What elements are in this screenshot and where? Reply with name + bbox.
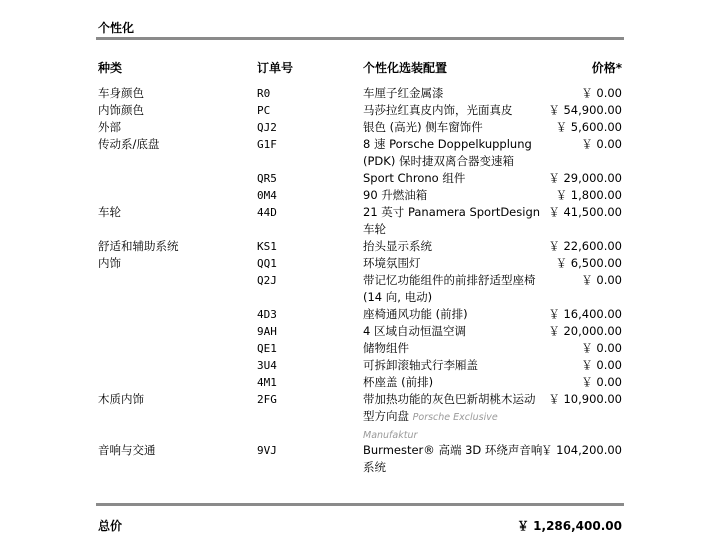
table-row — [0, 102, 720, 119]
row-category: 内饰颜色 — [98, 103, 144, 117]
table-row — [0, 340, 720, 357]
row-option — [363, 170, 543, 187]
row-option-text: 可拆卸滚轴式行李厢盖 — [363, 358, 478, 372]
row-option — [363, 136, 543, 170]
table-row — [0, 238, 720, 255]
row-option — [363, 391, 543, 444]
row-category: 车身颜色 — [98, 86, 144, 100]
row-option — [363, 102, 543, 119]
row-option — [363, 306, 543, 323]
table-row — [0, 306, 720, 323]
row-option-text: 带记忆功能组件的前排舒适型座椅 (14 向, 电动) — [363, 273, 536, 304]
table-row — [0, 374, 720, 391]
header-category: 种类 — [98, 61, 123, 75]
row-category: 音响与交通 — [98, 443, 156, 457]
table-row — [0, 357, 720, 374]
row-option-text: 车厘子红金属漆 — [363, 86, 444, 100]
table-row — [0, 119, 720, 136]
option-table — [0, 85, 720, 476]
total-label: 总价 — [98, 519, 123, 533]
row-option — [363, 119, 543, 136]
row-price: ￥ 10,900.00 — [548, 392, 622, 406]
table-row — [0, 323, 720, 340]
row-order-code: R0 — [257, 87, 271, 100]
header-option: 个性化选装配置 — [363, 61, 448, 75]
row-price: ￥ 0.00 — [581, 137, 622, 151]
top-divider — [96, 37, 624, 40]
row-price: ￥ 22,600.00 — [548, 239, 622, 253]
row-option-text: 4 区域自动恒温空调 — [363, 324, 466, 338]
row-price: ￥ 0.00 — [581, 273, 622, 287]
row-price: ￥ 0.00 — [581, 375, 622, 389]
table-row — [0, 442, 720, 476]
bottom-divider — [96, 503, 624, 506]
header-price: 价格* — [591, 61, 622, 75]
row-order-code: PC — [257, 104, 271, 117]
row-option — [363, 323, 543, 340]
row-price: ￥ 20,000.00 — [548, 324, 622, 338]
row-order-code: 4M1 — [257, 376, 277, 389]
row-order-code: 0M4 — [257, 189, 277, 202]
row-order-code: 9VJ — [257, 444, 277, 457]
row-order-code: Q2J — [257, 274, 277, 287]
row-option-text: 90 升燃油箱 — [363, 188, 428, 202]
row-price: ￥ 5,600.00 — [555, 120, 622, 134]
row-price: ￥ 29,000.00 — [548, 171, 622, 185]
row-price: ￥ 0.00 — [581, 341, 622, 355]
table-row — [0, 204, 720, 238]
row-option — [363, 255, 543, 272]
row-order-code: 3U4 — [257, 359, 277, 372]
row-order-code: 9AH — [257, 325, 277, 338]
row-price: ￥ 54,900.00 — [548, 103, 622, 117]
total-row — [0, 517, 720, 535]
row-price: ￥ 6,500.00 — [555, 256, 622, 270]
row-order-code: QE1 — [257, 342, 277, 355]
row-order-code: 4D3 — [257, 308, 277, 321]
row-option — [363, 357, 543, 374]
row-option — [363, 272, 543, 306]
row-order-code: G1F — [257, 138, 277, 151]
row-option — [363, 204, 543, 238]
row-price: ￥ 0.00 — [581, 358, 622, 372]
table-row — [0, 187, 720, 204]
row-option — [363, 442, 543, 476]
row-order-code: QQ1 — [257, 257, 277, 270]
section-title: 个性化 — [98, 21, 135, 35]
row-option — [363, 238, 543, 255]
row-order-code: 44D — [257, 206, 277, 219]
row-option — [363, 85, 543, 102]
row-option-text: 21 英寸 Panamera SportDesign 车轮 — [363, 205, 541, 236]
row-category: 外部 — [98, 120, 121, 134]
table-row — [0, 85, 720, 102]
row-price: ￥ 41,500.00 — [548, 205, 622, 219]
row-option — [363, 187, 543, 204]
row-option-text: 银色 (高光) 侧车窗饰件 — [363, 120, 483, 134]
table-row — [0, 136, 720, 170]
row-category: 舒适和辅助系统 — [98, 239, 179, 253]
table-row — [0, 391, 720, 442]
row-order-code: QJ2 — [257, 121, 277, 134]
row-order-code: 2FG — [257, 393, 277, 406]
row-order-code: QR5 — [257, 172, 277, 185]
table-row — [0, 255, 720, 272]
table-header — [0, 59, 720, 77]
row-option-text: 环境氛围灯 — [363, 256, 421, 270]
row-price: ￥ 1,800.00 — [555, 188, 622, 202]
row-price: ￥ 16,400.00 — [548, 307, 622, 321]
row-option-text: Burmester® 高端 3D 环绕声音响系统 — [363, 443, 543, 474]
row-category: 车轮 — [98, 205, 121, 219]
row-option — [363, 340, 543, 357]
row-option-text: 座椅通风功能 (前排) — [363, 307, 468, 321]
row-option-text: 8 速 Porsche Doppelkupplung (PDK) 保时捷双离合器变速箱 — [363, 137, 532, 168]
header-order-no: 订单号 — [257, 61, 294, 75]
row-order-code: KS1 — [257, 240, 277, 253]
row-option-text: 马莎拉红真皮内饰，光面真皮 — [363, 103, 513, 117]
table-row — [0, 272, 720, 306]
table-row — [0, 170, 720, 187]
total-value: ￥ 1,286,400.00 — [516, 519, 622, 533]
row-price: ￥ 0.00 — [581, 86, 622, 100]
row-option-text: 储物组件 — [363, 341, 409, 355]
row-category: 内饰 — [98, 256, 121, 270]
row-option-text: Sport Chrono 组件 — [363, 171, 466, 185]
row-category: 木质内饰 — [98, 392, 144, 406]
row-option-note: Porsche Exclusive Manufaktur — [363, 412, 498, 441]
row-option — [363, 374, 543, 391]
row-option-text: 抬头显示系统 — [363, 239, 432, 253]
row-option-text: 带加热功能的灰色巴新胡桃木运动型方向盘 — [363, 392, 536, 423]
row-option-text: 杯座盖 (前排) — [363, 375, 434, 389]
row-category: 传动系/底盘 — [98, 137, 160, 151]
row-price: ￥ 104,200.00 — [541, 443, 622, 457]
